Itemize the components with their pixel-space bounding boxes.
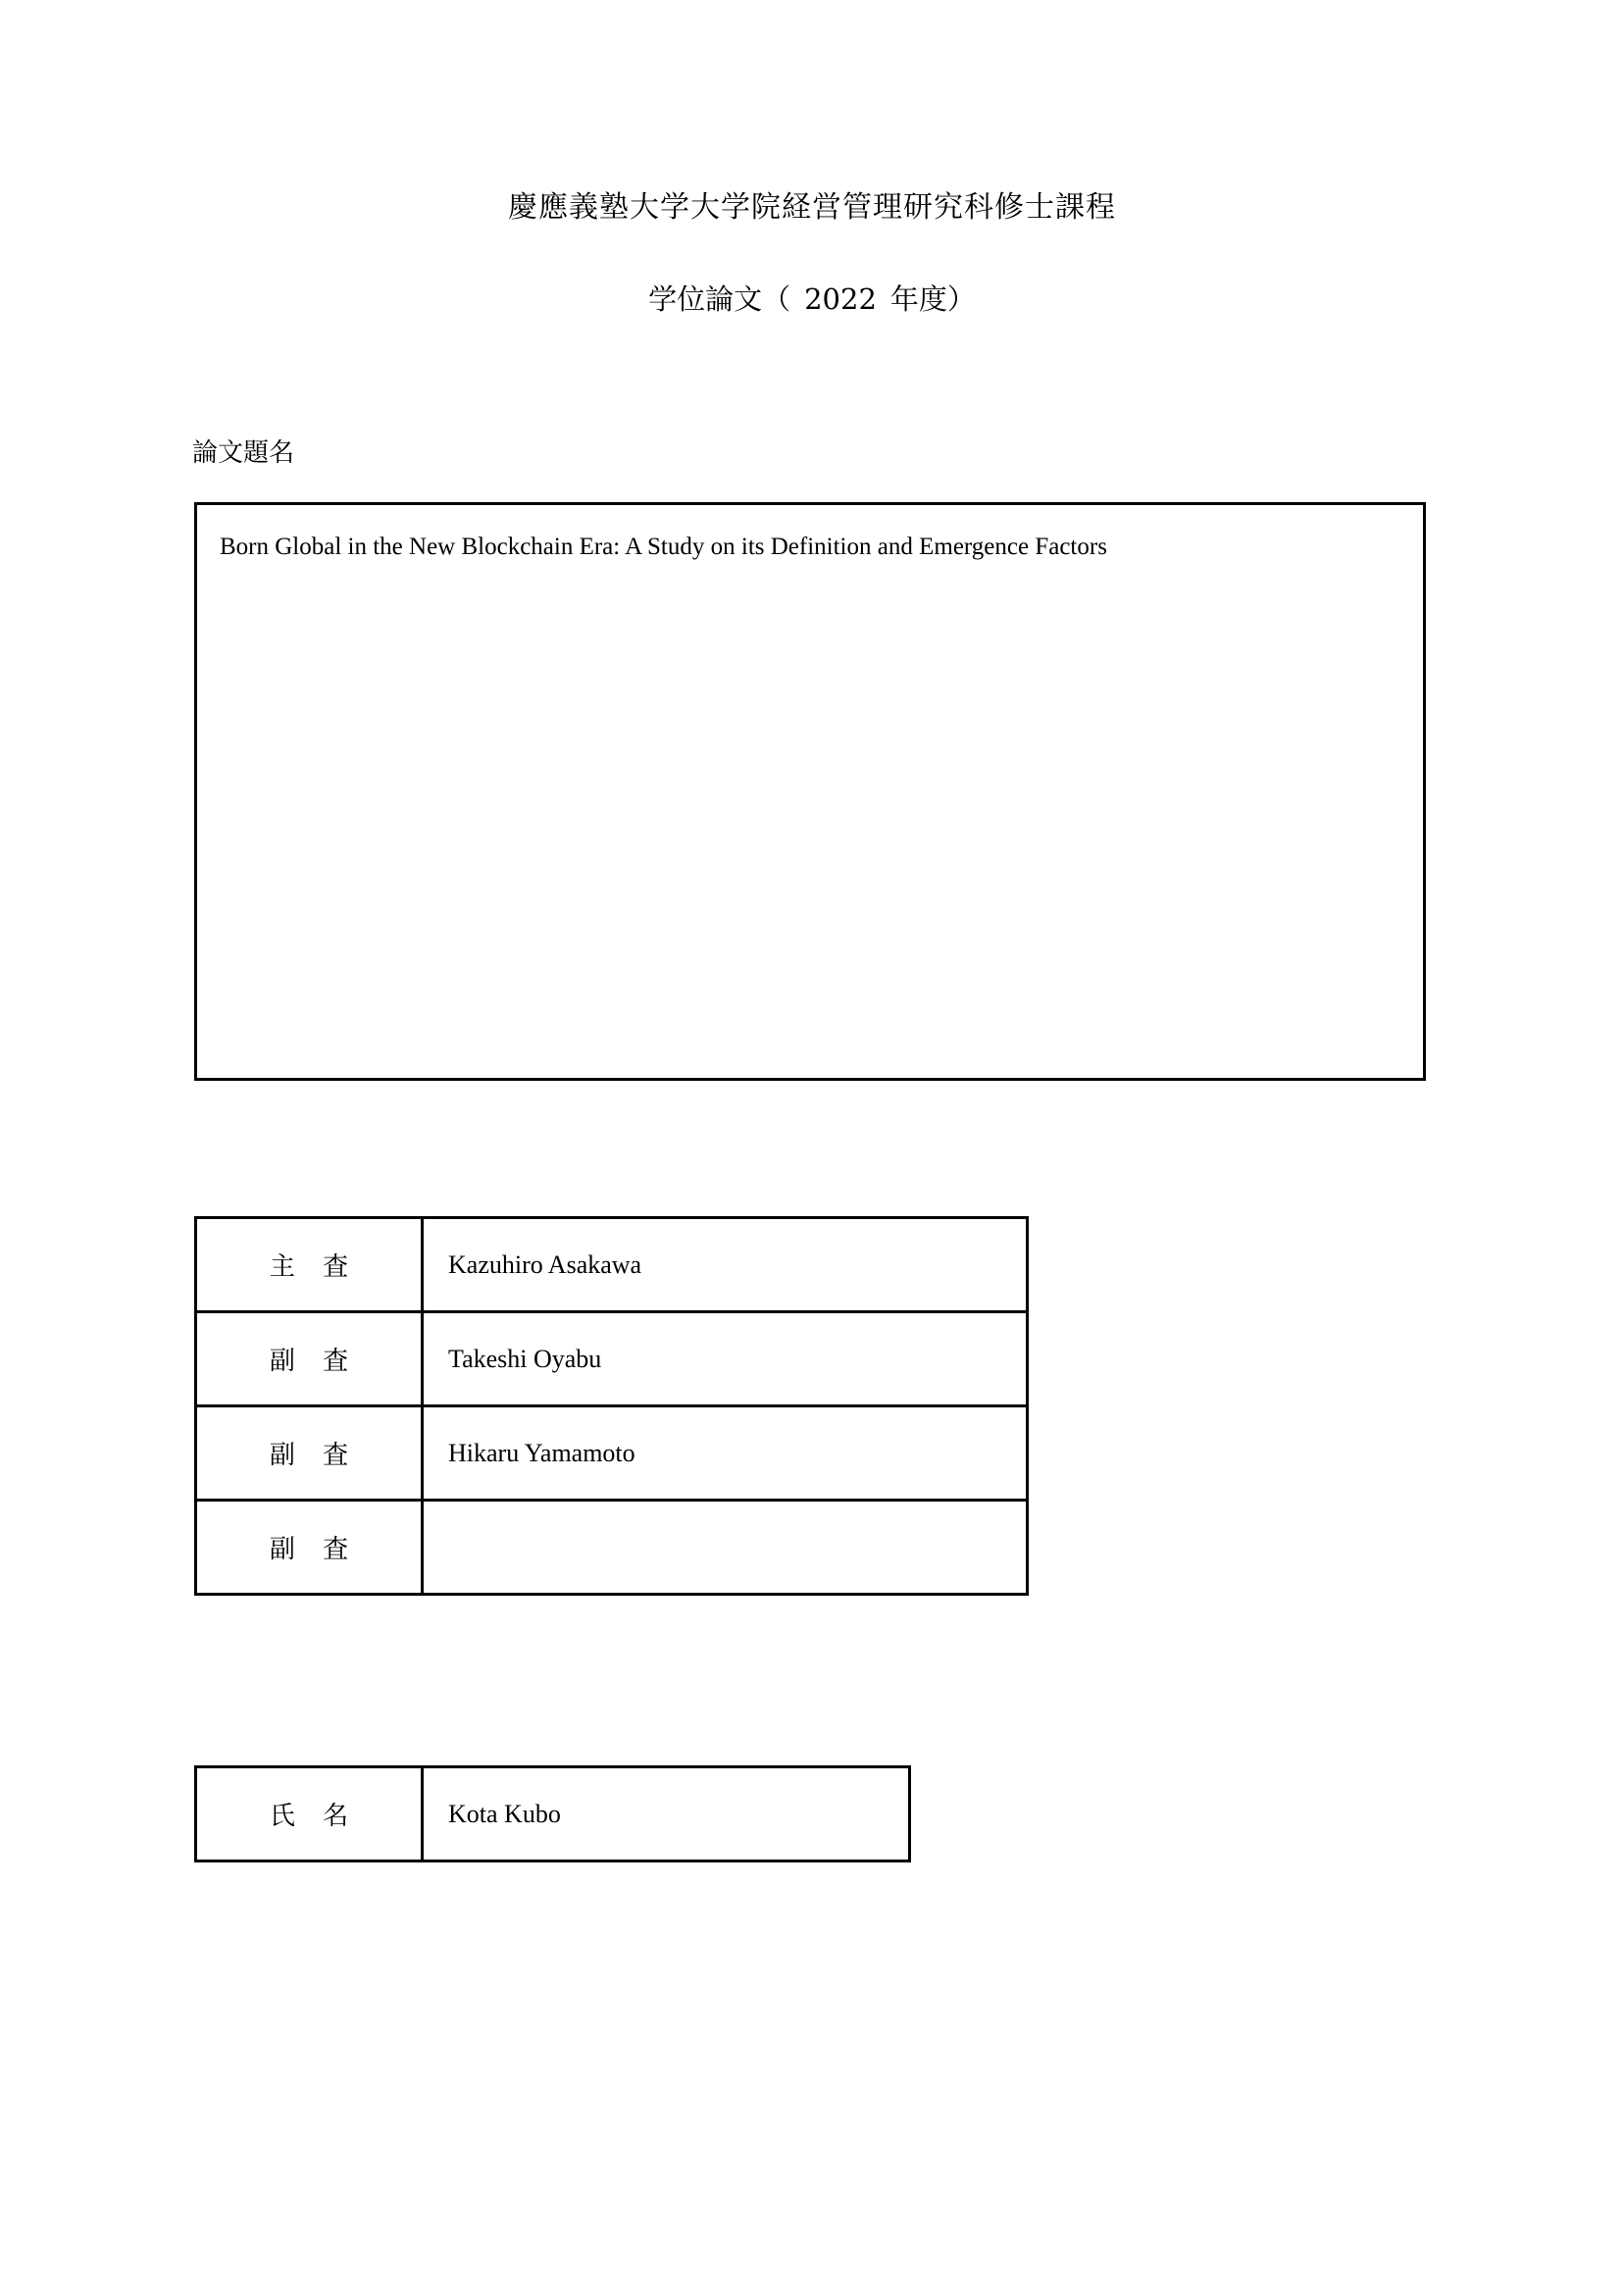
examiners-table: [194, 1216, 1029, 1596]
degree-label-prefix: 学位論文（: [648, 282, 791, 316]
thesis-title-text: Born Global in the New Blockchain Era: A Study on its Definition and Emergence Factors: [220, 534, 1107, 560]
examiner-role-cell: 副 査: [196, 1312, 423, 1406]
table-row: [196, 1218, 1028, 1312]
examiner-name-cell: [423, 1501, 1028, 1595]
table-row: [196, 1406, 1028, 1501]
examiner-name-cell: Kazuhiro Asakawa: [423, 1218, 1028, 1312]
examiner-role-cell: 副 査: [196, 1501, 423, 1595]
examiner-role-cell: 副 査: [196, 1406, 423, 1501]
table-row: [196, 1501, 1028, 1595]
examiner-name-cell: Takeshi Oyabu: [423, 1312, 1028, 1406]
examiner-role-cell: 主 査: [196, 1218, 423, 1312]
table-row: [196, 1767, 910, 1861]
degree-year-line: [0, 278, 1624, 318]
thesis-title-box: [194, 502, 1426, 1081]
academic-year-value: 2022: [804, 282, 877, 316]
thesis-title-label: 論文題名: [192, 438, 295, 468]
table-row: [196, 1312, 1028, 1406]
author-role-cell: 氏 名: [196, 1767, 423, 1861]
degree-label-suffix: 年度）: [889, 282, 976, 316]
author-name-table: [194, 1765, 911, 1862]
examiner-name-cell: Hikaru Yamamoto: [423, 1406, 1028, 1501]
author-name-cell: Kota Kubo: [423, 1767, 910, 1861]
institution-heading: 慶應義塾大学大学院経営管理研究科修士課程: [508, 190, 1116, 225]
